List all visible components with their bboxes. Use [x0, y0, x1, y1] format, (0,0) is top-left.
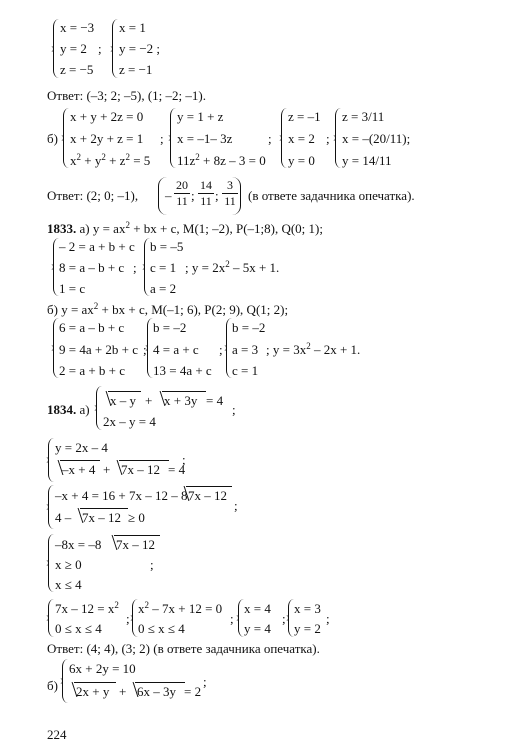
fraction: 3 11: [222, 179, 238, 208]
equation-line: y = 2: [294, 621, 321, 636]
equation-line: z = −1: [119, 62, 153, 77]
operator: +: [119, 684, 127, 699]
equation-line: y = 1 + z: [177, 109, 224, 124]
separator: ;: [326, 131, 330, 146]
brace: [53, 19, 59, 78]
equation-line: 0 ≤ x ≤ 4: [138, 621, 185, 636]
answer-line: Ответ: (4; 4), (3; 2) (в ответе задачника опечатка).: [47, 641, 320, 656]
equation-line: y = −2 ;: [119, 41, 161, 56]
equation-line: 4 = a + c: [153, 342, 199, 357]
separator: ;: [191, 188, 195, 203]
equation-line: $7x - 12 = x^2$: [55, 600, 119, 616]
equation-line: 6 = a – b + c: [59, 320, 125, 335]
separator: ;: [219, 342, 223, 357]
separator: ;: [215, 188, 219, 203]
equation-line: y = 2x – 4: [55, 440, 108, 455]
brace: [281, 108, 287, 168]
separator: ;: [143, 342, 147, 357]
separator: ;: [234, 498, 238, 513]
equation-line: $x^2 - 7x + 12 = 0$: [138, 600, 223, 616]
brace: [112, 19, 118, 78]
equation-line: c = 1: [232, 363, 259, 378]
separator: ;: [133, 260, 137, 275]
equation-part: 7x – 12: [82, 510, 121, 525]
answer-line: Ответ: (–3; 2; –5), (1; –2; –1).: [47, 88, 206, 103]
equation-part: 7x – 12: [116, 537, 155, 552]
equation-line: y = 4: [244, 621, 271, 636]
equation-line: 0 ≤ x ≤ 4: [55, 621, 102, 636]
equation-line: a = 3: [232, 342, 259, 357]
brace: [48, 599, 54, 637]
separator: ;: [268, 131, 272, 146]
brace: [48, 485, 54, 529]
brace: [63, 108, 69, 168]
equation-line: z = 3/11: [342, 109, 385, 124]
equation-line: c = 1: [150, 260, 177, 275]
equation-line: y = 0: [288, 153, 315, 168]
separator: ;: [160, 131, 164, 146]
equation-part: x + 3y: [164, 393, 198, 408]
problem-number: 1834. а): [47, 402, 90, 417]
equation-line: $x^2 + y^2 + z^2 = 5$: [70, 152, 151, 168]
separator: ;: [282, 611, 286, 626]
equation-line: 8 = a – b + c: [59, 260, 125, 275]
separator: ;: [230, 611, 234, 626]
equation-part: = 4: [206, 393, 224, 408]
equation-line: z = −5: [60, 62, 94, 77]
equation-line: y = 2: [60, 41, 87, 56]
equation-line: y = 14/11: [342, 153, 392, 168]
equation-line: x = –1– 3z: [177, 131, 233, 146]
item-label: б): [47, 678, 58, 693]
equation-part: –x + 4: [62, 462, 96, 477]
brace: [335, 108, 341, 168]
right-paren: [232, 177, 241, 215]
answer-line: Ответ: (2; 0; –1),: [47, 188, 139, 203]
equation-line: x = 3: [294, 601, 321, 616]
equation-part: 7x – 12: [188, 488, 227, 503]
equation-line: a = 2: [150, 281, 177, 296]
equation-line: x + y + 2z = 0: [70, 109, 144, 124]
separator: ;: [232, 402, 236, 417]
equation-line: –8x = –8: [55, 537, 102, 552]
equation-line: x = −3: [60, 20, 95, 35]
equation-line: 1 = c: [59, 281, 86, 296]
equation-part: = 4: [168, 462, 186, 477]
separator: ;: [326, 611, 330, 626]
equation-line: 9 = 4a + 2b + c: [59, 342, 139, 357]
equation-line: x = 1: [119, 20, 146, 35]
equation-part: 7x – 12: [121, 462, 160, 477]
equation-line: 6x + 2y = 10: [69, 661, 136, 676]
equation-line: 13 = 4a + c: [153, 363, 212, 378]
equation-part: 4 –: [55, 510, 72, 525]
equation-line: b = –5: [150, 239, 184, 254]
equation-line: –x + 4 = 16 + 7x – 12 – 8: [55, 488, 188, 503]
fraction: 14 11: [200, 178, 212, 208]
operator: +: [145, 393, 153, 408]
problem-line: б) $y = ax^2$ + bx + c, M(–1; 6), P(2; 9), Q(1; 2);: [47, 301, 289, 317]
equation-line: 2x – y = 4: [103, 414, 156, 429]
page-number: 224: [47, 727, 67, 742]
equation-part: ≥ 0: [128, 510, 145, 525]
problem-line: 1833. а) $y = ax^2$ + bx + c, M(1; –2), P(–1;8), Q(0; 1);: [47, 220, 323, 236]
fraction: 20 11: [176, 178, 188, 208]
equation-line: x = 2: [288, 131, 315, 146]
equation-part: 6x – 3y: [137, 684, 176, 699]
separator: ;: [182, 452, 186, 467]
equation-part: 2x + y: [76, 684, 110, 699]
equation-line: z = –1: [288, 109, 321, 124]
equation-line: x ≥ 0: [55, 557, 82, 572]
equation-line: – 2 = a + b + c: [59, 239, 135, 254]
separator: ;: [98, 41, 102, 56]
equation-line: b = –2: [232, 320, 266, 335]
equation-part: x – y: [110, 393, 136, 408]
equation-line: x + 2y + z = 1: [70, 131, 144, 146]
brace: [48, 534, 54, 592]
equation-line: x = –(20/11);: [342, 131, 411, 146]
equation-line: b = –2: [153, 320, 187, 335]
separator: ;: [150, 557, 154, 572]
equation-part: = 2: [184, 684, 202, 699]
item-label: б): [47, 131, 58, 146]
separator: ;: [126, 611, 130, 626]
equation-line: x = 4: [244, 601, 271, 616]
answer-note: (в ответе задачника опечатка).: [248, 188, 415, 203]
minus-sign: –: [165, 188, 172, 203]
brace: [62, 659, 68, 703]
equation-line: $11z^2 + 8z - 3 = 0$: [177, 152, 266, 168]
result-line: ; $y = 2x^2 - 5x + 1$.: [185, 259, 280, 275]
operator: +: [103, 462, 111, 477]
equation-line: 2 = a + b + c: [59, 363, 126, 378]
separator: ;: [203, 674, 207, 689]
brace: [170, 108, 176, 168]
equation-line: x ≤ 4: [55, 577, 82, 592]
result-line: ; $y = 3x^2 - 2x + 1$.: [266, 341, 361, 357]
